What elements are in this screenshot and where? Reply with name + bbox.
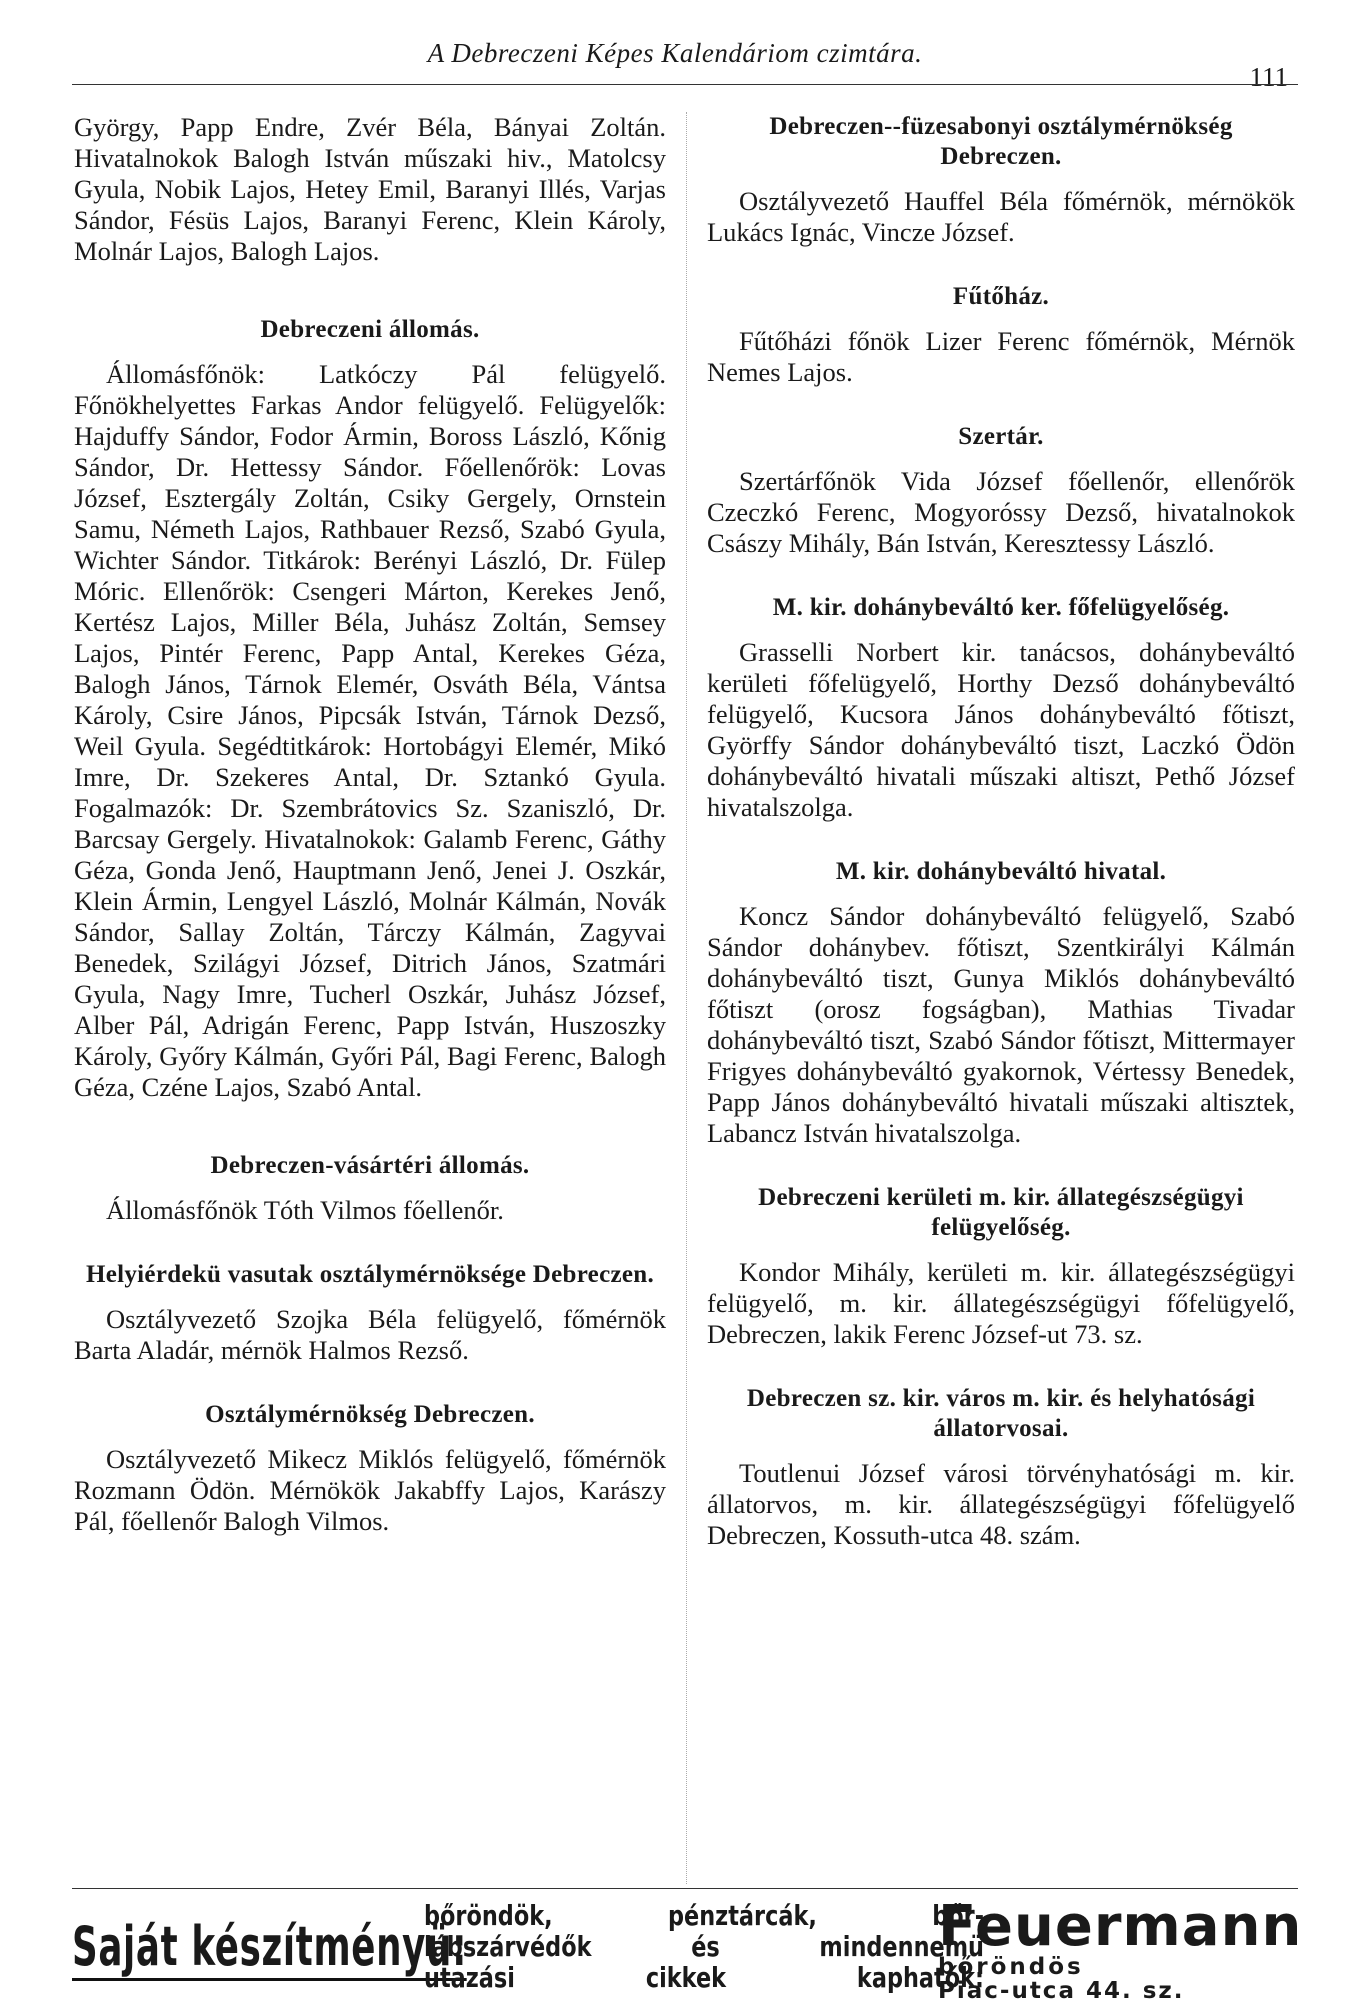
section-heading: Debreczeni állomás. [260, 316, 480, 343]
section-paragraph: Kondor Mihály, kerületi m. kir. állategészségügyi felügyelő, m. kir. állategészségügyi főfelügyelő, Debreczen, lakik Ferenc József-ut 73. sz. [707, 1257, 1295, 1349]
section-heading: Helyiérdekü vasutak osztálymérnöksége Debreczen. [85, 1261, 655, 1288]
section-heading: M. kir. dohánybeváltó ker. főfelügyelőség. [772, 594, 1230, 621]
column-divider [686, 112, 687, 1884]
section-paragraph: Állomásfőnök: Latkóczy Pál felügyelő. Főnökhelyettes Farkas Andor felügyelő. Felügyelők: Hajduffy Sándor, Fodor Ármin, Boross László, Kőnig Sándor, Dr. Hettessy Sándor. Főellenőrök: Lovas József, Esztergály Zoltán, Csiky Gergely, Ornstein Samu, Németh Lajos, Rathbauer Rezső, Szabó Gyula, Wichter Sándor. Titkárok: Berényi László, Dr. Fülep Móric. Ellenőrök: Csengeri Márton, Kerekes Jenő, Kertész Lajos, Miller Béla, Juhász Zoltán, Semsey Lajos, Pintér Ferenc, Papp Antal, Kerekes Géza, Balogh János, Tárnok Elemér, Osváth Béla, Vántsa Károly, Csire János, Pipcsák István, Tárnok Dezső, Weil Gyula. Segédtitkárok: Hortobágyi Elemér, Mikó Imre, Dr. Szekeres Antal, Dr. Sztankó Gyula. Fogalmazók: Dr. Szembrátovics Sz. Szaniszló, Dr. Barcsay Gergely. Hivatalnokok: Galamb Ferenc, Gáthy Géza, Gonda Jenő, Hauptmann Jenő, Jenei J. Oszkár, Klein Ármin, Lengyel László, Molnár Kálmán, Novák Sándor, Sallay Zoltán, Tárczy Kálmán, Zagyvai Benedek, Szilágyi József, Ditrich János, Szatmári Gyula, Nagy Imre, Tucherl Oszkár, Juhász József, Alber Pál, Adrigán Ferenc, Papp István, Huszoszky Károly, Győry Kálmán, Győri Pál, Bagi Ferenc, Balogh Géza, Czéne Lajos, Szabó Antal. [74, 359, 666, 1102]
ad-brand-subtitle: bőröndös [938, 1954, 1084, 1980]
ad-line: lábszárvédők és mindennemü [424, 1930, 984, 1963]
section-paragraph: Toutlenui József városi törvényhatósági m. kir. állatorvos, m. kir. állategészségügyi főfelügyelő Debreczen, Kossuth-utca 48. szám. [707, 1458, 1295, 1550]
intro-paragraph: György, Papp Endre, Zvér Béla, Bányai Zoltán. Hivatalnokok Balogh István műszaki hiv., Matolcsy Gyula, Nobik Lajos, Hetey Emil, Baranyi Illés, Varjas Sándor, Fésüs Lajos, Baranyi Ferenc, Klein Károly, Molnár Lajos, Balogh Lajos. [74, 112, 666, 266]
section-heading: Debreczen-vásártéri állomás. [210, 1152, 530, 1179]
advertisement [72, 1894, 1303, 2004]
section-heading: Debreczen--füzesabonyi osztálymérnökség Debreczen. [769, 113, 1233, 170]
ad-brand-block [938, 1894, 1303, 2004]
ad-address: Piac-utca 44. sz. [938, 1978, 1185, 2004]
section-paragraph: Fűtőházi főnök Lizer Ferenc főmérnök, Mérnök Nemes Lajos. [707, 326, 1295, 387]
ad-line: bőröndök, pénztárcák, bőr- [424, 1899, 984, 1932]
ad-brand-name: Feuermann [938, 1894, 1303, 1959]
section-heading: Szertár. [958, 423, 1044, 450]
section-heading: Fűtőház. [952, 283, 1050, 310]
section-paragraph: Koncz Sándor dohánybeváltó felügyelő, Szabó Sándor dohánybev. főtiszt, Szentkirályi Kálmán dohánybeváltó tiszt, Gunya Miklós dohánybeváltó főtiszt (orosz fogságban), Mathias Tivadar dohánybeváltó tiszt, Szabó Sándor főtiszt, Mittermayer Frigyes dohánybeváltó gyakornok, Vértessy Benedek, Papp János dohánybeváltó hivatali műszaki altisztek, Labancz István hivatalszolga. [707, 901, 1295, 1148]
left-column [74, 112, 666, 1537]
section-paragraph: Szertárfőnök Vida József főellenőr, ellenőrök Czeczkó Ferenc, Mogyoróssy Dezső, hivatalnokok Császy Mihály, Bán István, Keresztessy László. [707, 466, 1295, 558]
section-paragraph: Osztályvezető Hauffel Béla főmérnök, mérnökök Lukács Ignác, Vincze József. [707, 186, 1295, 247]
footer-rule [72, 1888, 1298, 1889]
section-heading: Osztálymérnökség Debreczen. [205, 1401, 535, 1428]
section-heading: Debreczeni kerületi m. kir. állategészségügyi felügyelőség. [758, 1184, 1244, 1241]
section-paragraph: Osztályvezető Mikecz Miklós felügyelő, főmérnök Rozmann Ödön. Mérnökök Jakabffy Lajos, Karászy Pál, főellenőr Balogh Vilmos. [74, 1444, 666, 1536]
section-heading: Debreczen sz. kir. város m. kir. és helyhatósági állatorvosai. [746, 1385, 1256, 1442]
ad-description [424, 1899, 984, 1994]
running-header-title: A Debreczeni Képes Kalendáriom czimtára. [427, 38, 923, 68]
page-number: 111 [1249, 62, 1288, 92]
section-heading: M. kir. dohánybeváltó hivatal. [835, 858, 1167, 885]
ad-line: utazási cikkek kaphatók: [424, 1961, 984, 1994]
section-paragraph: Állomásfőnök Tóth Vilmos főellenőr. [106, 1195, 504, 1225]
section-paragraph: Osztályvezető Szojka Béla felügyelő, főmérnök Barta Aladár, mérnök Halmos Rezső. [74, 1304, 666, 1365]
ad-slogan: Saját készítményü: [72, 1906, 282, 1988]
header-rule [72, 84, 1298, 85]
section-paragraph: Grasselli Norbert kir. tanácsos, dohánybeváltó kerületi főfelügyelő, Horthy Dezső dohánybeváltó felügyelő, Kucsora János dohánybeváltó főtiszt, Györffy Sándor dohánybeváltó tiszt, Laczkó Ödön dohánybeváltó hivatali műszaki altiszt, Pethő József hivatalszolga. [707, 637, 1295, 822]
right-column [707, 112, 1295, 1551]
